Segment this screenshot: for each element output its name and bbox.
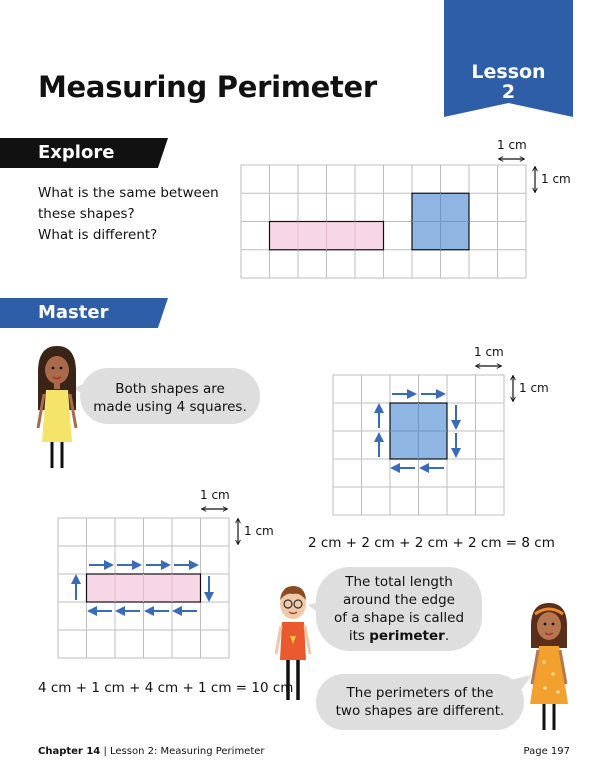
speech-bubble-shapes	[80, 368, 260, 424]
footer-chapter-number: Chapter 14	[38, 746, 101, 757]
bubble-line: The total length	[345, 574, 453, 590]
rectangle-unit-arrows	[202, 509, 238, 544]
rectangle-horizontal-unit: 1 cm	[200, 488, 230, 502]
explore-vertical-unit: 1 cm	[541, 172, 571, 186]
question-line: What is different?	[38, 227, 158, 243]
footer-separator: |	[100, 746, 110, 757]
explore-unit-arrows	[499, 159, 535, 192]
footer-page-number: Page 197	[523, 746, 570, 757]
bubble-line: made using 4 squares.	[93, 399, 247, 415]
question-line: What is the same between	[38, 185, 219, 201]
page-title: Measuring Perimeter	[38, 70, 377, 104]
rectangle-perimeter-equation: 4 cm + 1 cm + 4 cm + 1 cm = 10 cm	[38, 680, 294, 696]
bubble-line: Both shapes are	[115, 381, 225, 397]
question-line: these shapes?	[38, 206, 135, 222]
bubble-line	[316, 627, 482, 645]
master-section-label: Master	[38, 302, 109, 323]
rectangle-vertical-unit: 1 cm	[244, 524, 274, 538]
perimeter-term: perimeter	[369, 628, 445, 644]
square-unit-arrows	[476, 366, 513, 401]
explore-section-label: Explore	[38, 142, 115, 163]
bubble-line: The perimeters of the	[346, 685, 494, 701]
bubble-line: two shapes are different.	[335, 703, 505, 719]
bubble-line: around the edge	[343, 592, 455, 608]
square-horizontal-unit: 1 cm	[474, 345, 504, 359]
bubble-text: its	[348, 628, 370, 644]
footer-lesson-title: Lesson 2: Measuring Perimeter	[110, 746, 265, 757]
lesson-label: Lesson	[471, 61, 546, 83]
explore-horizontal-unit: 1 cm	[497, 138, 527, 152]
lesson-number: 2	[501, 81, 516, 103]
bubble-text: .	[444, 628, 450, 644]
bubble-line: of a shape is called	[333, 610, 465, 626]
speech-bubble-perimeter-definition	[316, 567, 482, 651]
square-vertical-unit: 1 cm	[519, 381, 549, 395]
speech-bubble-different-perimeters	[316, 674, 524, 730]
footer-chapter	[38, 746, 265, 757]
girl-character-2	[530, 603, 568, 730]
girl-character-1	[38, 346, 76, 468]
square-perimeter-equation: 2 cm + 2 cm + 2 cm + 2 cm = 8 cm	[308, 535, 555, 551]
